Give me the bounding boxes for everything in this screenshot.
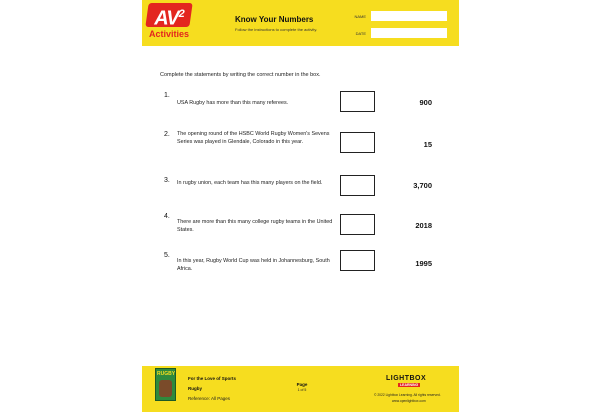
lightbox-logo: LIGHTBOX <box>386 375 427 382</box>
copyright-text: © 2022 Lightbox Learning. All rights reserved. <box>374 393 441 397</box>
name-field[interactable] <box>371 11 447 21</box>
av2-logo <box>147 3 191 28</box>
answer-box[interactable] <box>340 214 375 235</box>
book-reference: Reference: All Pages <box>188 396 231 401</box>
answer-box[interactable] <box>340 91 375 112</box>
answer-option: 2018 <box>415 221 432 230</box>
book-cover-title: RUGBY <box>157 371 176 377</box>
name-label: NAME <box>354 14 366 19</box>
book-title: For the Love of Sports <box>188 376 237 381</box>
answer-option: 3,700 <box>413 181 432 190</box>
question-number: 1. <box>164 92 170 99</box>
question-number: 4. <box>164 213 170 220</box>
answer-box[interactable] <box>340 132 375 153</box>
logo-text <box>149 2 189 30</box>
question-number: 5. <box>164 252 170 259</box>
activities-label: Activities <box>148 29 190 39</box>
logo-sup-text: 2 <box>178 8 184 20</box>
page-number: 1 of 5 <box>297 388 307 392</box>
instruction-text: Complete the statements by writing the correct number in the box. <box>160 72 321 78</box>
answer-box[interactable] <box>340 250 375 271</box>
question-text: In this year, Rugby World Cup was held in Johannesburg, South Africa. <box>177 258 330 272</box>
date-label: DATE <box>355 31 366 36</box>
question-text: There are more than this many college rugby teams in the United States. <box>177 219 333 233</box>
date-field[interactable] <box>371 28 447 38</box>
question-text: USA Rugby has more than this many referees. <box>177 100 289 106</box>
answer-option: 900 <box>419 98 432 107</box>
logo-main-text: AV <box>154 7 179 30</box>
lightbox-logo-sub: LEARNING <box>400 383 419 387</box>
question-text: The opening round of the HSBC World Rugby Women's Sevens Series was played in Glendale, Colorado in this year. <box>177 131 330 145</box>
answer-box[interactable] <box>340 175 375 196</box>
page-label: Page <box>296 382 308 387</box>
book-cover-art <box>159 380 172 397</box>
answer-option: 15 <box>423 140 432 149</box>
worksheet-header <box>142 0 459 46</box>
book-subject: Rugby <box>188 386 202 391</box>
question-number: 2. <box>164 131 170 138</box>
page-subtitle: Follow the instructions to complete the activity. <box>235 27 318 32</box>
website-text: www.openlightbox.com <box>392 399 426 403</box>
worksheet-footer <box>142 366 459 412</box>
page-title: Know Your Numbers <box>235 15 314 24</box>
answer-option: 1995 <box>415 259 432 268</box>
question-number: 3. <box>164 177 170 184</box>
worksheet-page <box>142 0 459 412</box>
book-cover-image <box>155 368 176 401</box>
question-text: In rugby union, each team has this many players on the field. <box>177 180 323 186</box>
